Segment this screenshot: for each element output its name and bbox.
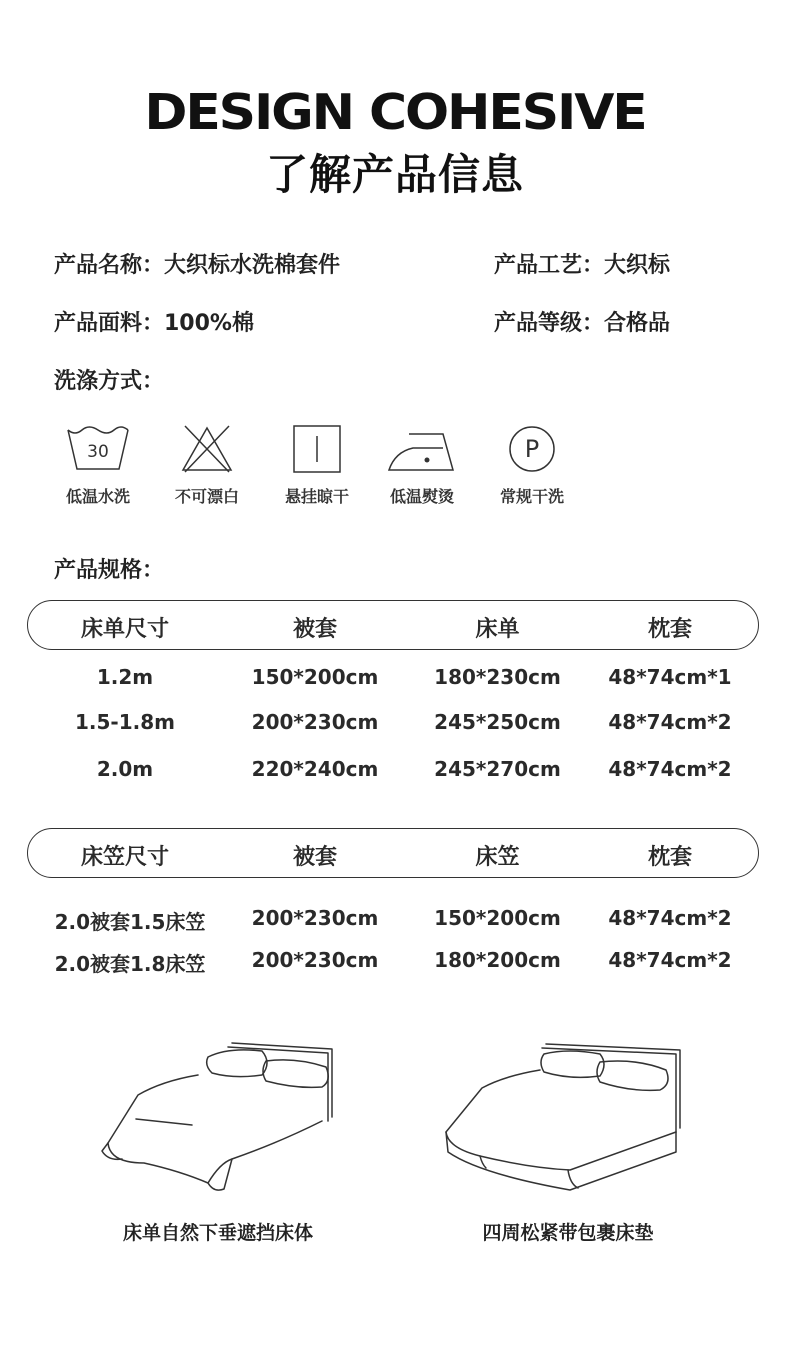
wash-title: 洗涤方式： xyxy=(54,369,165,394)
care-item-low-iron xyxy=(367,424,477,507)
table-cell: 2.0被套1.5床笠 xyxy=(54,910,206,934)
care-label: 悬挂晾干 xyxy=(284,487,349,506)
fitted-sheet-bed-icon xyxy=(440,1040,690,1200)
product-fabric: 产品面料：100%棉 xyxy=(54,311,254,336)
table-cell: 2.0m xyxy=(96,757,154,781)
table1-header-cell: 床单 xyxy=(475,617,520,642)
care-item-no-bleach xyxy=(152,424,262,507)
flat-sheet-bed-icon xyxy=(100,1035,340,1195)
care-item-wash xyxy=(43,424,153,507)
table2-header-row xyxy=(0,828,790,878)
table1-header-cell: 被套 xyxy=(292,617,337,642)
dry-clean-p-icon xyxy=(507,424,557,474)
table-cell: 200*230cm xyxy=(251,906,379,930)
table-cell: 220*240cm xyxy=(251,757,379,781)
product-craft: 产品工艺：大织标 xyxy=(494,253,671,278)
table1-header-cell: 枕套 xyxy=(647,617,692,642)
table-cell: 48*74cm*2 xyxy=(608,948,732,972)
table1-header-row xyxy=(0,600,790,650)
product-grade: 产品等级：合格品 xyxy=(494,311,671,336)
table-cell: 48*74cm*2 xyxy=(608,906,732,930)
care-item-hang-dry xyxy=(262,424,372,507)
care-label: 常规干洗 xyxy=(499,487,564,506)
table-cell: 48*74cm*2 xyxy=(608,710,732,734)
table-cell: 200*230cm xyxy=(251,948,379,972)
care-label: 不可漂白 xyxy=(174,487,239,506)
table-cell: 200*230cm xyxy=(251,710,379,734)
care-item-dry-clean xyxy=(477,424,587,507)
spec-title: 产品规格： xyxy=(54,558,165,583)
table-row xyxy=(0,948,790,976)
table-row xyxy=(0,710,790,738)
table-cell: 2.0被套1.8床笠 xyxy=(54,952,206,976)
table1-header-cell: 床单尺寸 xyxy=(80,617,169,642)
low-iron-icon xyxy=(387,424,457,474)
table-cell: 1.2m xyxy=(96,665,154,689)
dry-clean-letter: P xyxy=(524,435,540,463)
product-name: 产品名称：大织标水洗棉套件 xyxy=(54,253,341,278)
table-row xyxy=(0,757,790,785)
table-cell: 48*74cm*2 xyxy=(608,757,732,781)
table2-header-cell: 枕套 xyxy=(647,845,692,870)
bed-label-fitted: 四周松紧带包裹床垫 xyxy=(482,1222,654,1244)
hang-dry-icon xyxy=(292,424,342,474)
care-label: 低温水洗 xyxy=(65,487,130,506)
table-row xyxy=(0,665,790,693)
no-bleach-icon xyxy=(179,424,235,474)
care-label: 低温熨烫 xyxy=(389,487,454,506)
table-row xyxy=(0,906,790,934)
table-cell: 245*270cm xyxy=(434,757,561,781)
table-cell: 150*200cm xyxy=(251,665,379,689)
table-cell: 245*250cm xyxy=(434,710,561,734)
table2-header-cell: 床笠 xyxy=(475,845,520,870)
table-cell: 150*200cm xyxy=(434,906,561,930)
title-en: DESIGN COHESIVE xyxy=(144,84,646,141)
wash-30-icon xyxy=(65,424,131,474)
table-cell: 180*200cm xyxy=(434,948,561,972)
table2-header-cell: 被套 xyxy=(292,845,337,870)
title-cn: 了解产品信息 xyxy=(265,150,524,199)
table2-header-cell: 床笠尺寸 xyxy=(80,845,169,870)
wash-temp-text: 30 xyxy=(87,442,109,462)
table-cell: 1.5-1.8m xyxy=(75,710,175,734)
bed-label-flat: 床单自然下垂遮挡床体 xyxy=(122,1222,313,1244)
table-cell: 180*230cm xyxy=(434,665,561,689)
table-cell: 48*74cm*1 xyxy=(608,665,732,689)
